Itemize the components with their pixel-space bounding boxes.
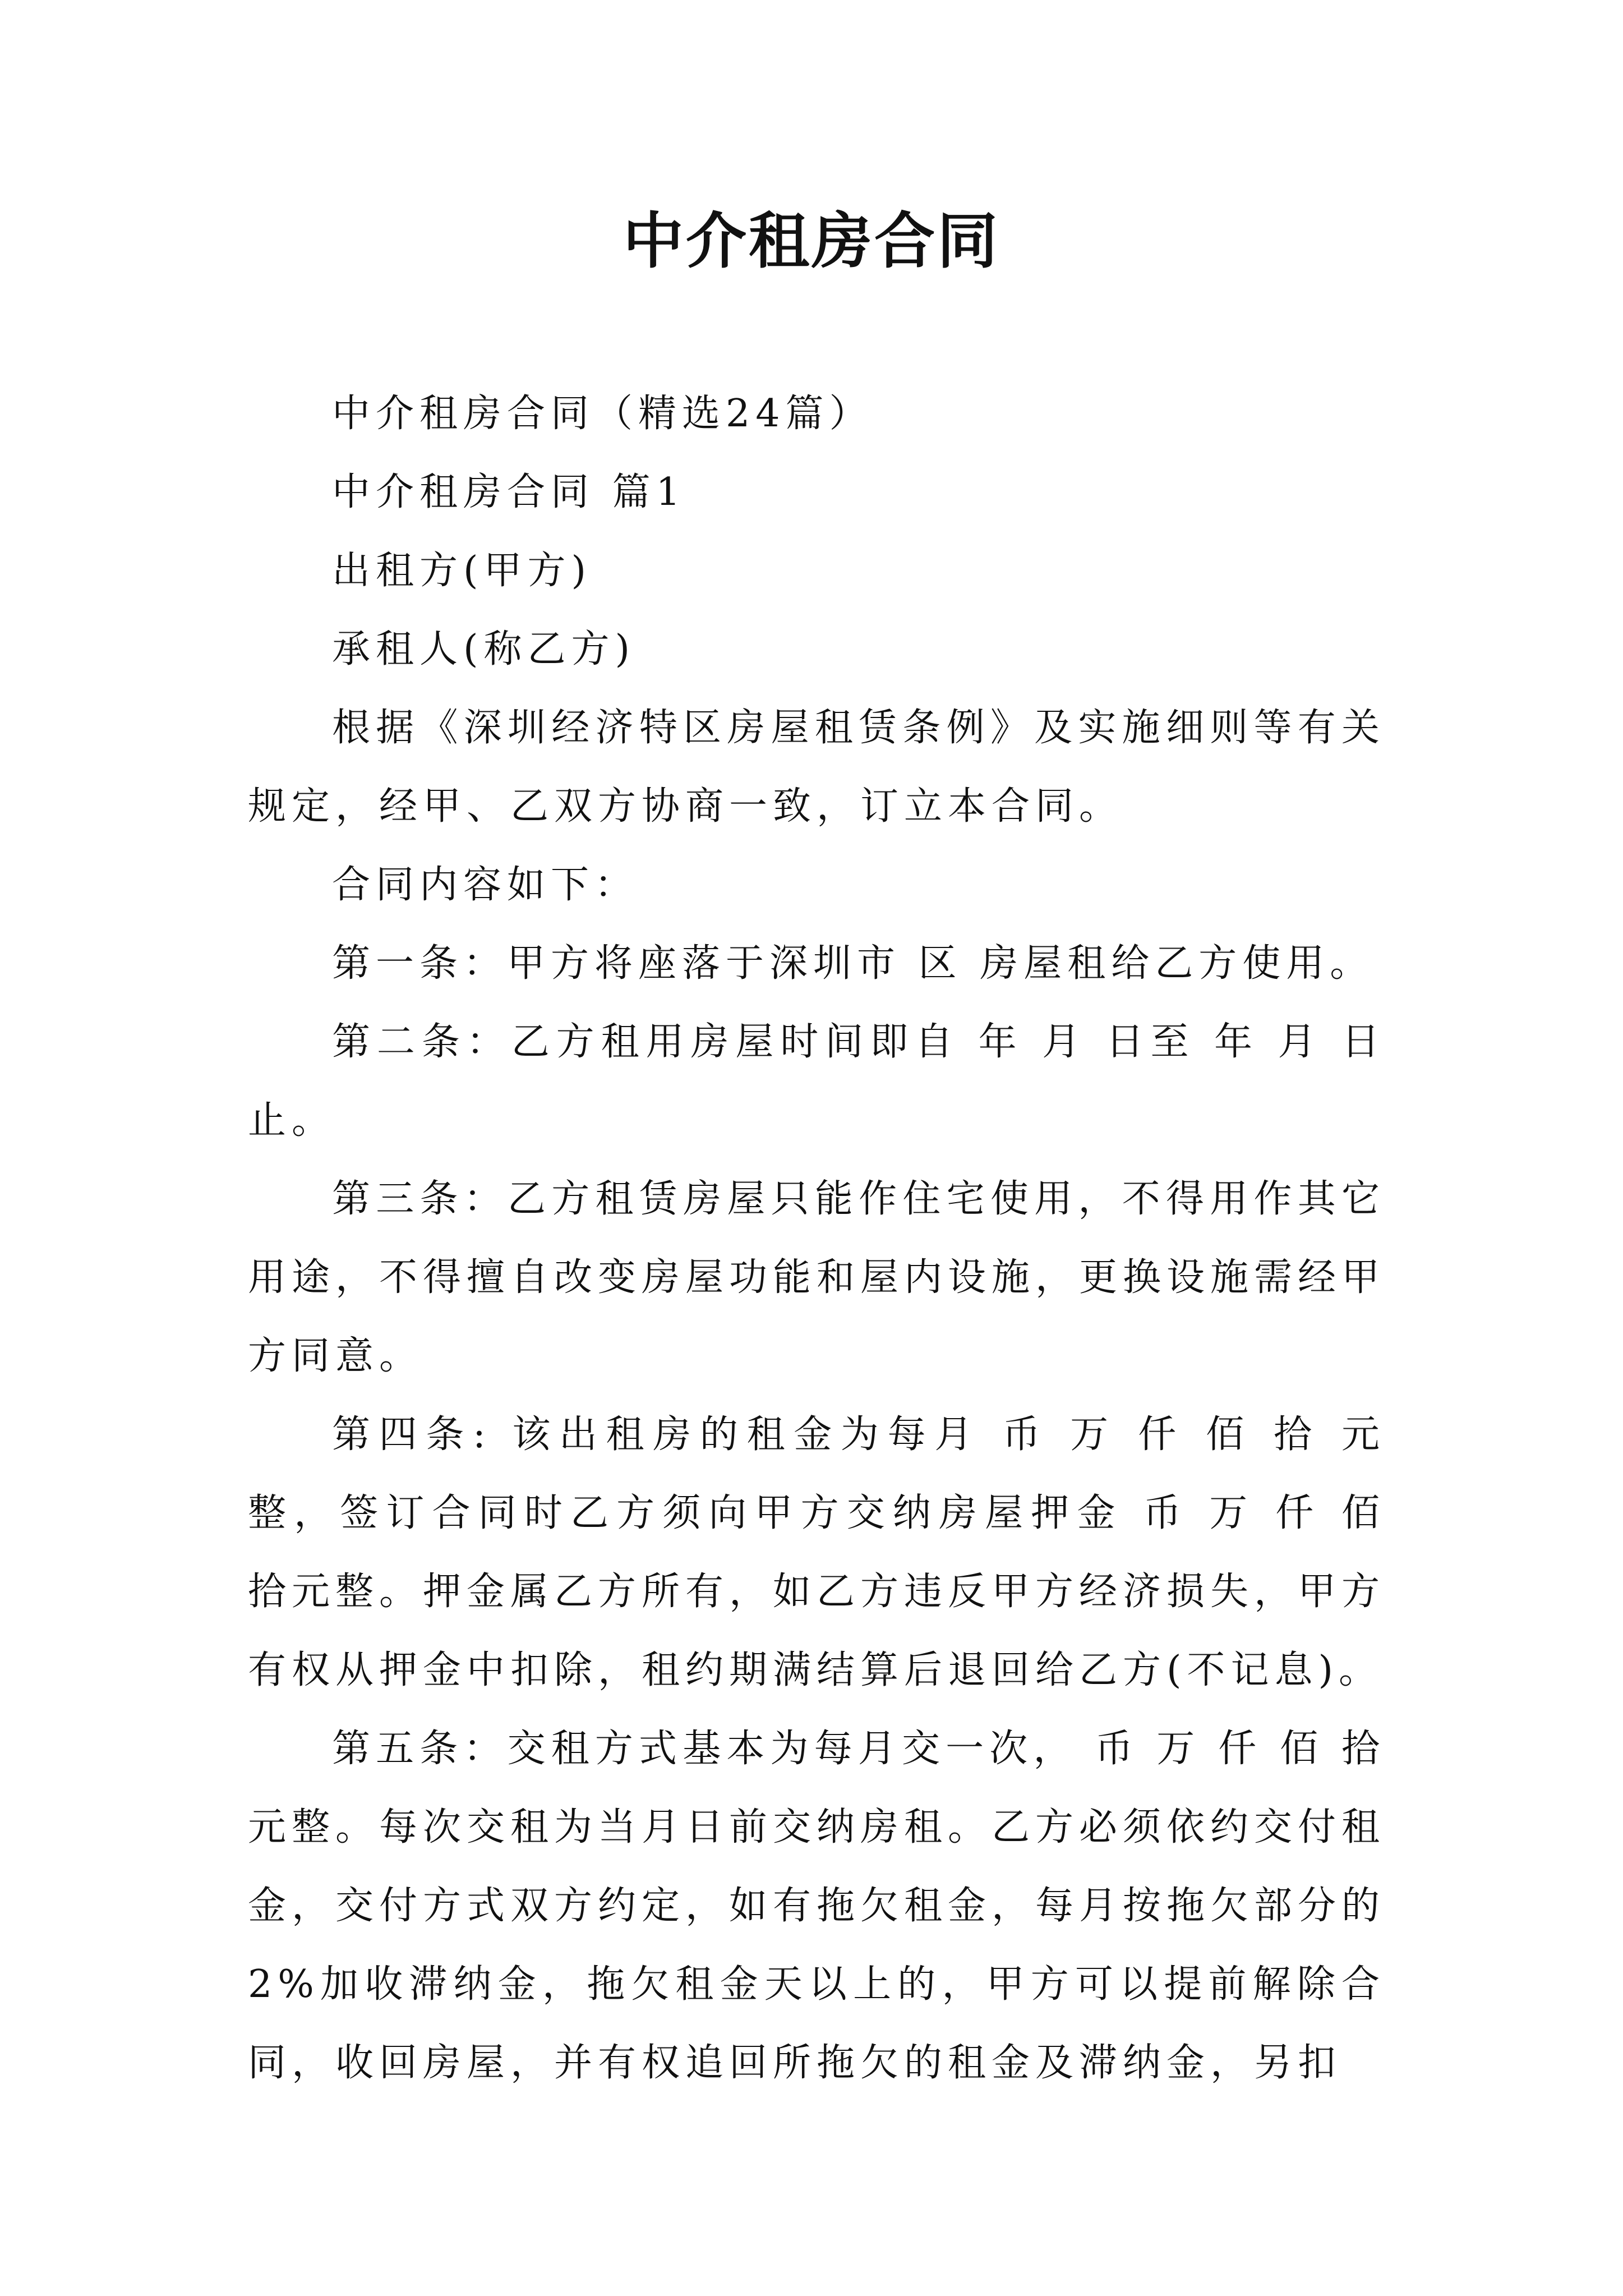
paragraph-article-3: 第三条：乙方租赁房屋只能作住宅使用，不得用作其它用途，不得擅自改变房屋功能和屋内设施，更换设施需经甲方同意。	[248, 1177, 1386, 1378]
paragraph-lessee: 承租人(称乙方)	[332, 627, 636, 671]
document-body	[248, 375, 1385, 2102]
paragraph-article-1: 第一条：甲方将座落于深圳市 区 房屋租给乙方使用。	[332, 941, 1374, 986]
paragraph-article-2: 第二条：乙方租用房屋时间即自 年 月 日至 年 月 日止。	[248, 1020, 1385, 1143]
paragraph-lessor: 出租方(甲方)	[332, 549, 592, 593]
paragraph-basis: 根据《深圳经济特区房屋租赁条例》及实施细则等有关规定，经甲、乙双方协商一致，订立本合同。	[248, 706, 1385, 829]
paragraph-contents-intro: 合同内容如下：	[332, 863, 639, 907]
paragraph-article-5: 第五条：交租方式基本为每月交一次， 币 万 仟 佰 拾 元整。每次交租为当月日前交纳房租。乙方必须依约交付租金，交付方式双方约定，如有拖欠租金，每月按拖欠部分的2%加收滞纳金，拖欠租金天以上的，甲方可以提前解除合同，收回房屋，并有权追回所拖欠的租金及滞纳金，另扣	[248, 1727, 1386, 2085]
paragraph-subtitle: 中介租房合同（精选24篇）	[332, 392, 873, 436]
document-title: 中介租房合同	[623, 206, 1000, 277]
paragraph-section-heading: 中介租房合同 篇1	[332, 470, 686, 514]
paragraph-article-4: 第四条: 该出租房的租金为每月 币 万 仟 佰 拾 元整，签订合同时乙方须向甲方交纳房屋押金 币 万 仟 佰 拾元整。押金属乙方所有，如乙方违反甲方经济损失，甲方有权从押金中扣除，租约期满结算后退回给乙方(不记息)。	[248, 1412, 1386, 1692]
